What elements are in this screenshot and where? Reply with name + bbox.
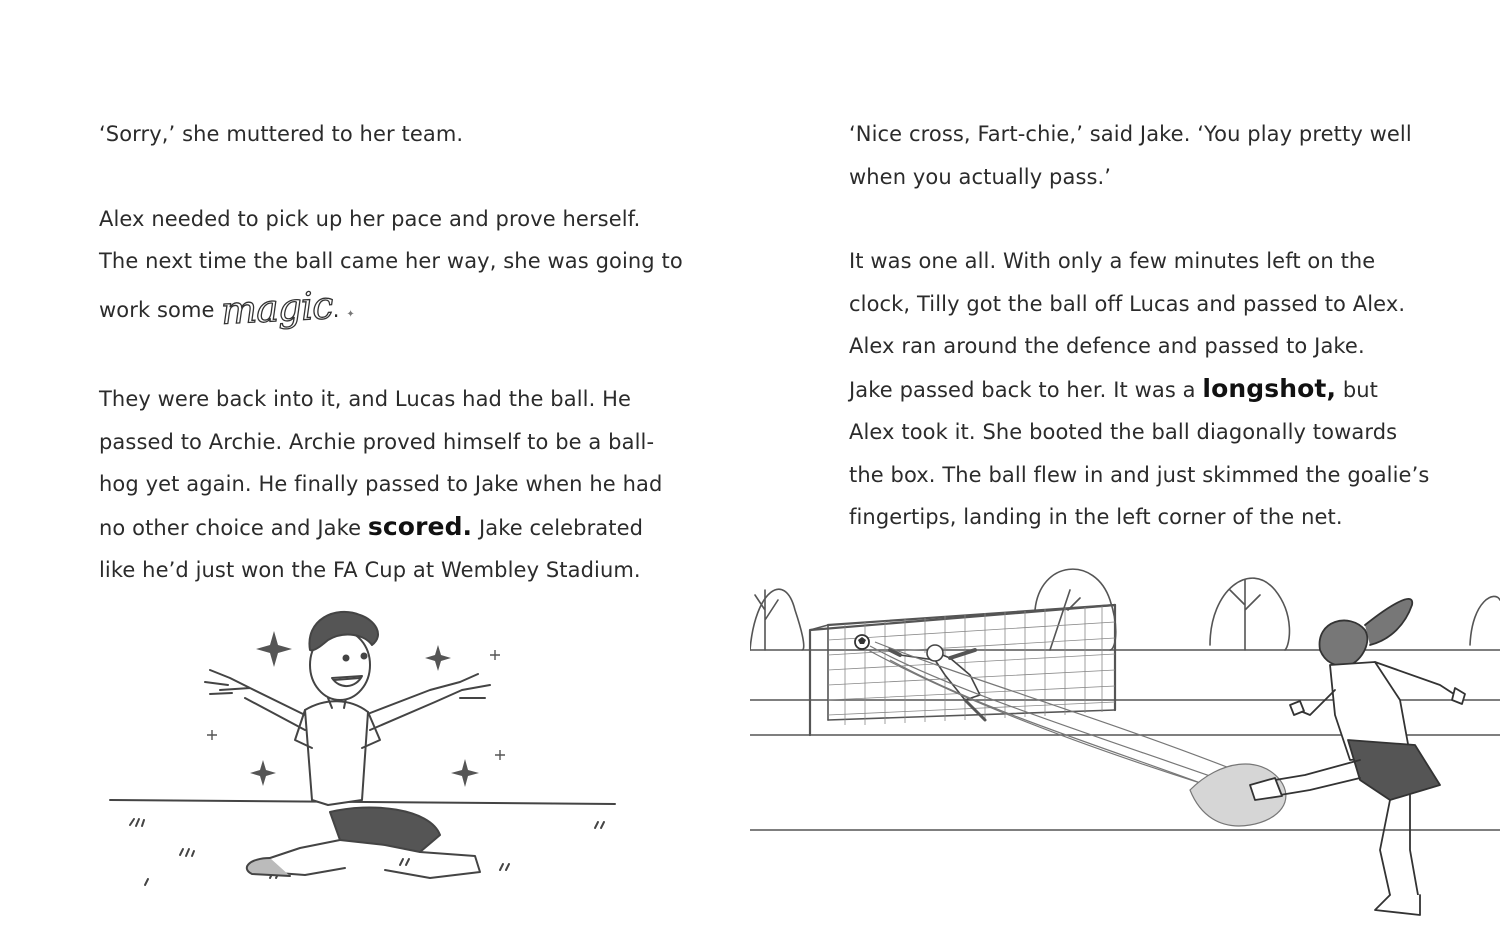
text-line: It was one all. With only a few minutes left on the	[849, 249, 1376, 273]
paragraph-alex-pace	[99, 198, 699, 337]
text-line: fingertips, landing in the left corner of the net.	[849, 505, 1343, 529]
text-line: clock, Tilly got the ball off Lucas and passed to Alex.	[849, 291, 1406, 316]
text-line: The next time the ball came her way, she was going to	[99, 249, 683, 273]
text-line: Jake passed back to her. It was a	[849, 377, 1196, 402]
paragraph-sorry: ‘Sorry,’ she muttered to her team.	[99, 122, 464, 146]
paragraph-lucas-ball	[99, 378, 699, 592]
text-line: Alex took it. She booted the ball diagonally towards	[849, 420, 1398, 444]
text-line: but	[1342, 377, 1379, 402]
text-line: Alex ran around the defence and passed to Jake.	[849, 334, 1365, 358]
boy-celebrating-illustration	[100, 590, 630, 910]
left-page-text	[99, 113, 699, 592]
text-line: like he’d just won the FA Cup at Wembley Stadium.	[99, 558, 641, 582]
magic-word: magic	[220, 282, 334, 333]
right-page	[750, 0, 1500, 950]
star-icon: ✦	[346, 308, 355, 320]
text-line: work some	[99, 297, 215, 322]
text-line: the box. The ball flew in and just skimmed the goalie’s	[849, 462, 1430, 487]
text-line: ‘Nice cross, Fart-chie,’ said Jake. ‘You play pretty well	[849, 122, 1412, 146]
text-line: hog yet again. He finally passed to Jake when he had	[99, 472, 663, 496]
paragraph-one-all	[849, 240, 1469, 539]
text-line: They were back into it, and Lucas had the ball. He	[99, 387, 632, 411]
paragraph-nice-cross	[849, 113, 1469, 198]
right-page-text	[849, 113, 1469, 539]
text-line: no other choice and Jake	[99, 515, 362, 540]
girl-shooting-illustration	[750, 550, 1500, 930]
text-line: Jake celebrated	[478, 515, 644, 540]
longshot-emphasis: longshot,	[1202, 373, 1337, 403]
scored-emphasis: scored.	[367, 511, 473, 541]
text-line: Alex needed to pick up her pace and prove herself.	[99, 206, 641, 231]
text-line: passed to Archie. Archie proved himself to be a ball-	[99, 429, 655, 454]
text-line: when you actually pass.’	[849, 164, 1112, 189]
text-line: .	[332, 297, 340, 322]
